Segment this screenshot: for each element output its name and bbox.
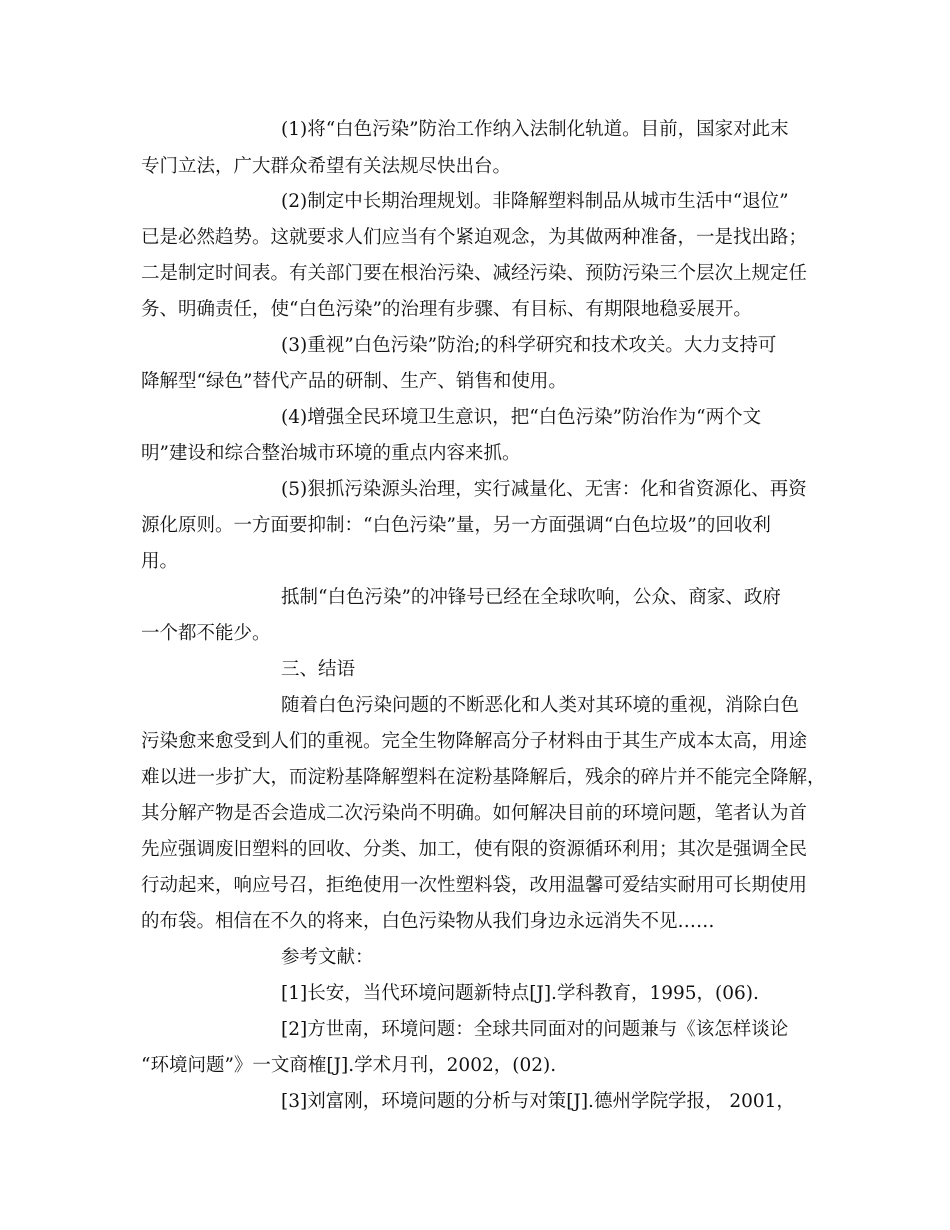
paragraph-line: (1)将“白色污染”防治工作纳入法制化轨道。目前，国家对此末 (281, 119, 789, 140)
paragraph-line: 已是必然趋势。这就要求人们应当有个紧迫观念，为其做两种准备，一是找出路； (141, 227, 808, 248)
paragraph-line: (2)制定中长期治理规划。非降解塑料制品从城市生活中“退位” (281, 191, 789, 212)
paragraph-line: 抵制“白色污染”的冲锋号已经在全球吹响，公众、商家、政府 (281, 587, 781, 608)
paragraph-line: 用。 (141, 551, 179, 572)
paragraph-line: 务、明确责任，使“白色污染”的治理有步骤、有目标、有期限地稳妥展开。 (141, 299, 752, 320)
reference-item: [2]方世南，环境问题：全球共同面对的问题兼与《该怎样谈论 (281, 1019, 789, 1040)
paragraph-line: 一个都不能少。 (141, 623, 271, 644)
reference-item: [3]刘富刚，环境问题的分析与对策[J].德州学院学报， 2001， (281, 1091, 795, 1112)
paragraph-line: 专门立法，广大群众希望有关法规尽快出台。 (141, 156, 512, 177)
paragraph-line: (4)增强全民环境卫生意识，把“白色污染”防治作为“两个文 (281, 407, 762, 428)
paragraph-line: 明”建设和综合整治城市环境的重点内容来抓。 (141, 443, 521, 464)
paragraph-line: 其分解产物是否会造成二次污染尚不明确。如何解决目前的环境问题，笔者认为首 (141, 803, 808, 824)
paragraph-line: 行动起来，响应号召，拒绝使用一次性塑料袋，改用温馨可爱结实耐用可长期使用 (141, 875, 808, 896)
paragraph-line: 二是制定时间表。有关部门要在根治污染、减经污染、预防污染三个层次上规定任 (141, 263, 808, 284)
paragraph-line: (5)狠抓污染源头治理，实行减量化、无害：化和省资源化、再资 (281, 479, 807, 500)
reference-item-continuation: “环境问题”》一文商榷[J].学术月刊，2002，(02). (141, 1055, 557, 1076)
paragraph-line: 降解型“绿色”替代产品的研制、生产、销售和使用。 (141, 371, 567, 392)
paragraph-line: 源化原则。一方面要抑制：“白色污染”量，另一方面强调“白色垃圾”的回收利 (141, 515, 771, 536)
paragraph-line: 的布袋。相信在不久的将来，白色污染物从我们身边永远消失不见…… (141, 911, 715, 932)
paragraph-line: (3)重视”白色污染”防治;的科学研究和技术攻关。大力支持可 (281, 335, 777, 356)
paragraph-line: 污染愈来愈受到人们的重视。完全生物降解高分子材料由于其生产成本太高，用途 (141, 731, 808, 752)
reference-item: [1]长安，当代环境问题新特点[J].学科教育，1995，(06). (281, 983, 759, 1004)
section-heading: 三、结语 (281, 659, 356, 680)
paragraph-line: 先应强调废旧塑料的回收、分类、加工，使有限的资源循环利用；其次是强调全民 (141, 839, 808, 860)
references-heading: 参考文献： (281, 947, 374, 968)
paragraph-line: 难以进一步扩大，而淀粉基降解塑料在淀粉基降解后，残余的碎片并不能完全降解， (141, 767, 826, 788)
paragraph-line: 随着白色污染问题的不断恶化和人类对其环境的重视，消除白色 (281, 695, 800, 716)
